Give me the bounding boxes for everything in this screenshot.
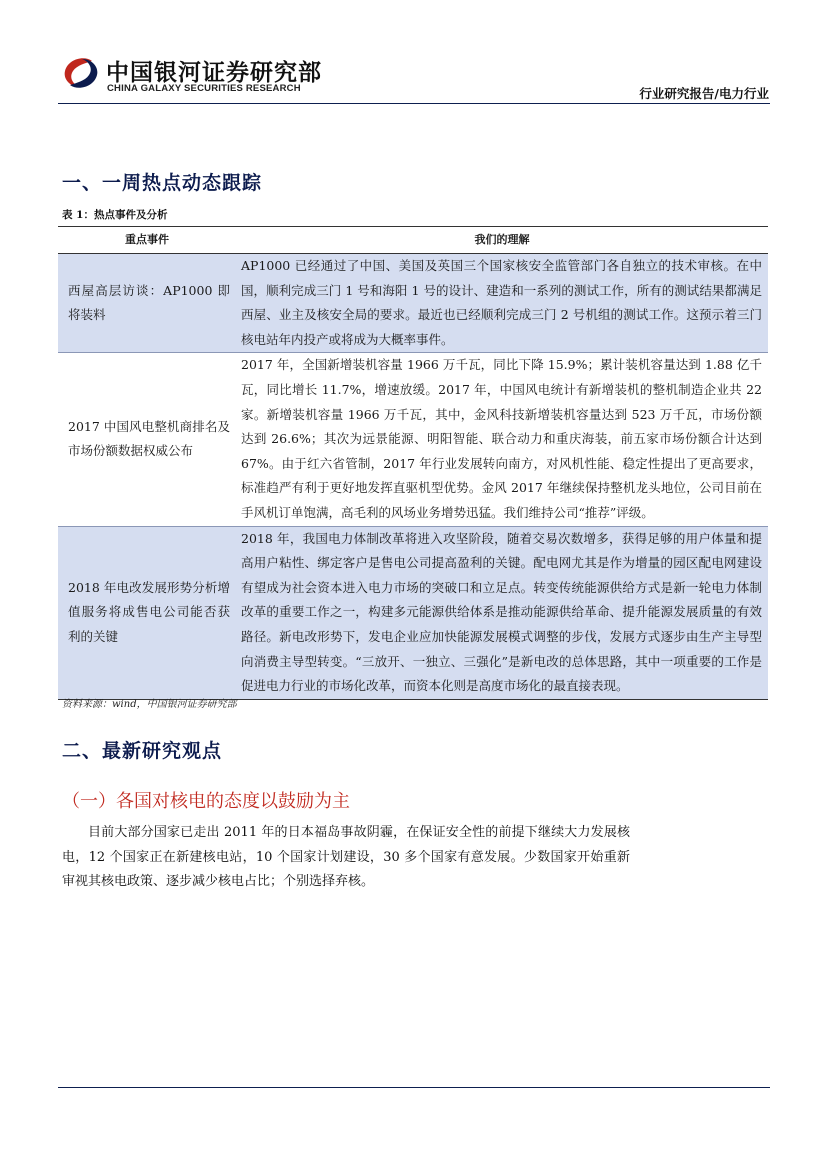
analysis-cell: AP1000 已经通过了中国、美国及英国三个国家核安全监管部门各自独立的技术审核。在中国，顺利完成三门 1 号和海阳 1 号的设计、建造和一系列的测试工作，所有的测试结果都满足西屋、业主及核安全局的要求。最近也已经顺利完成三门 2 号机组的测试工作。这预示着三门核电站年内投产或将成为大概率事件。 [236, 254, 768, 353]
event-cell: 2018 年电改发展形势分析增值服务将成售电公司能否获利的关键 [58, 526, 236, 699]
table-source-note: 资料来源：wind，中国银河证券研究部 [62, 699, 237, 710]
table-header-row [58, 227, 768, 254]
company-name-cn: 中国银河证券研究部 [106, 60, 322, 86]
column-header-analysis: 我们的理解 [236, 227, 768, 254]
analysis-cell: 2017 年，全国新增装机容量 1966 万千瓦，同比下降 15.9%；累计装机容量达到 1.88 亿千瓦，同比增长 11.7%，增速放缓。2017 年，中国风电统计有新增装机的整机制造企业共 22 家。新增装机容量 1966 万千瓦，其中，金风科技新增装机容量达到 523 万千瓦，市场份额达到 26.6%；其次为远景能源、明阳智能、联合动力和重庆海装，前五家市场份额合计达到 67%。由于红六省管制，2017 年行业发展转向南方，对风机性能、稳定性提出了更高要求，标准趋严有利于更好地发挥直驱机型优势。金风 2017 年继续保持整机龙头地位，公司目前在手风机订单饱满，高毛利的风场业务增势迅猛。我们维持公司“推荐”评级。 [236, 353, 768, 526]
header-divider [58, 103, 770, 104]
section-title-hot-topics: 一、一周热点动态跟踪 [62, 172, 263, 194]
footer-divider [58, 1087, 770, 1088]
event-cell: 西屋高层访谈：AP1000 即将装料 [58, 254, 236, 353]
section-title-research: 二、最新研究观点 [62, 740, 223, 762]
report-type: 行业研究报告/电力行业 [639, 86, 769, 101]
table-caption: 表 1：热点事件及分析 [62, 209, 168, 221]
table-row [58, 254, 768, 353]
company-name-en: CHINA GALAXY SECURITIES RESEARCH [107, 83, 301, 94]
page-header [0, 0, 827, 110]
hot-events-table [58, 226, 768, 700]
subsection-title: （一）各国对核电的态度以鼓励为主 [62, 791, 350, 812]
analysis-cell: 2018 年，我国电力体制改革将进入攻坚阶段，随着交易次数增多，获得足够的用户体量和提高用户粘性、绑定客户是售电公司提高盈利的关键。配电网尤其是作为增量的园区配电网建设有望成为社会资本进入电力市场的突破口和立足点。转变传统能源供给方式是新一轮电力体制改革的重要工作之一，构建多元能源供给体系是推动能源供给革命、提升能源发展质量的有效路径。新电改形势下，发电企业应加快能源发展模式调整的步伐，发展方式逐步由生产主导型向消费主导型转变。“三放开、一独立、三强化”是新电改的总体思路，其中一项重要的工作是促进电力行业的市场化改革，而资本化则是高度市场化的最直接表现。 [236, 526, 768, 699]
table-row [58, 526, 768, 699]
column-header-event: 重点事件 [58, 227, 236, 254]
table-row [58, 353, 768, 526]
galaxy-logo-icon [62, 57, 100, 89]
body-paragraph: 目前大部分国家已走出 2011 年的日本福岛事故阴霾，在保证安全性的前提下继续大力发展核电，12 个国家正在新建核电站，10 个国家计划建设，30 多个国家有意发展。少数国家开始重新审视其核电政策、逐步减少核电占比；个别选择弃核。 [62, 825, 630, 889]
event-cell: 2017 中国风电整机商排名及市场份额数据权威公布 [58, 353, 236, 526]
